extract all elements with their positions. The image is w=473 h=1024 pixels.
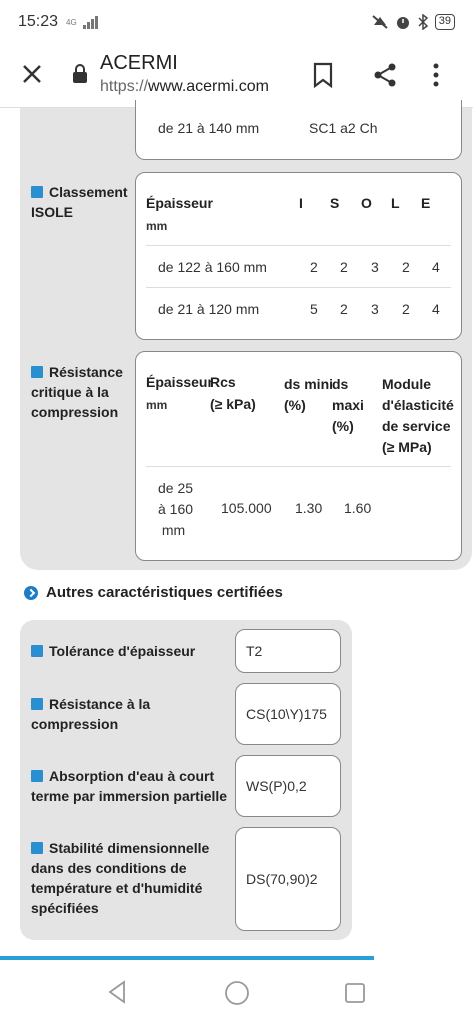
bullet-square-icon: [31, 842, 43, 854]
home-icon[interactable]: [224, 980, 250, 1006]
range-cell: de 21 à 140 mm: [158, 120, 260, 136]
range-cell: de 122 à 160 mm: [158, 259, 267, 275]
reaction-table-box: [135, 100, 462, 160]
value-cell: 2: [402, 301, 410, 317]
bullet-square-icon: [31, 645, 43, 657]
range-cell: de 21 à 120 mm: [158, 301, 260, 317]
page-load-progress: [0, 956, 374, 960]
bookmark-icon[interactable]: [312, 62, 334, 88]
mute-icon: [371, 14, 389, 30]
item-value: DS(70,90)2: [235, 827, 341, 931]
arrow-circle-icon: [24, 586, 38, 600]
alarm-icon: [395, 14, 411, 30]
network-type: 4G: [66, 17, 77, 27]
bullet-square-icon: [31, 366, 43, 378]
divider: [146, 245, 451, 246]
page-title: ACERMI: [100, 52, 178, 74]
item-label: Stabilité dimensionnelle dans des conditions de température et d'humidité spécifiées: [31, 840, 210, 916]
value-cell: 2: [340, 259, 348, 275]
column-header: Épaisseur: [146, 195, 213, 211]
item-label: Résistance à la compression: [31, 696, 151, 732]
url-text[interactable]: https://www.acermi.com: [100, 78, 269, 95]
column-header: O: [361, 195, 372, 211]
value-cell: 4: [432, 259, 440, 275]
close-icon[interactable]: [20, 62, 44, 86]
divider: [146, 466, 451, 467]
column-header: L: [391, 195, 400, 211]
value-cell: 2: [310, 259, 318, 275]
value-cell: 1.60: [344, 500, 372, 516]
divider: [146, 287, 451, 288]
recents-icon[interactable]: [344, 982, 366, 1004]
column-header: (≥ kPa): [210, 396, 256, 412]
browser-toolbar: [0, 44, 473, 108]
more-options-icon[interactable]: [432, 62, 440, 88]
column-header: Module d'élasticité de service (≥ MPa): [382, 376, 454, 455]
value-cell: 3: [371, 301, 379, 317]
unit-label: mm: [146, 398, 168, 412]
item-label: Absorption d'eau à court terme par immersion partielle: [31, 768, 228, 804]
status-bar: [0, 0, 473, 44]
item-value: CS(10\Y)175: [235, 683, 341, 745]
system-nav-bar: [0, 962, 473, 1024]
value-cell: 105.000: [221, 500, 272, 516]
column-header: Rcs: [210, 374, 236, 390]
item-label: Tolérance d'épaisseur: [31, 641, 231, 661]
bullet-square-icon: [31, 698, 43, 710]
column-header: Épaisseur: [146, 374, 213, 390]
value-cell: 3: [371, 259, 379, 275]
status-time: 15:23: [18, 13, 59, 30]
column-header: E: [421, 195, 431, 211]
value-cell: 5: [310, 301, 318, 317]
column-header: S: [330, 195, 340, 211]
bullet-square-icon: [31, 770, 43, 782]
signal-icon: [83, 15, 98, 29]
value-cell: SC1 a2 Ch: [309, 120, 378, 136]
isole-label: Classement ISOLE: [31, 184, 128, 220]
bluetooth-icon: [417, 14, 429, 30]
column-header: ds mini (%): [284, 376, 334, 413]
compression-label: Résistance critique à la compression: [31, 364, 123, 420]
unit-label: mm: [146, 219, 168, 233]
value-cell: 4: [432, 301, 440, 317]
battery-icon: 39: [435, 14, 455, 30]
back-icon[interactable]: [106, 980, 128, 1004]
value-cell: 2: [340, 301, 348, 317]
section-title: Autres caractéristiques certifiées: [24, 584, 283, 601]
isole-table: [135, 172, 462, 340]
column-header: I: [299, 195, 303, 211]
column-header: ds maxi (%): [332, 376, 364, 434]
share-icon[interactable]: [372, 62, 398, 88]
item-value: WS(P)0,2: [235, 755, 341, 817]
compression-table: [135, 351, 462, 561]
bullet-square-icon: [31, 186, 43, 198]
item-value: T2: [235, 629, 341, 673]
value-cell: 1.30: [295, 500, 323, 516]
range-cell: de 25 à 160 mm: [158, 480, 194, 538]
lock-icon: [72, 64, 88, 84]
value-cell: 2: [402, 259, 410, 275]
